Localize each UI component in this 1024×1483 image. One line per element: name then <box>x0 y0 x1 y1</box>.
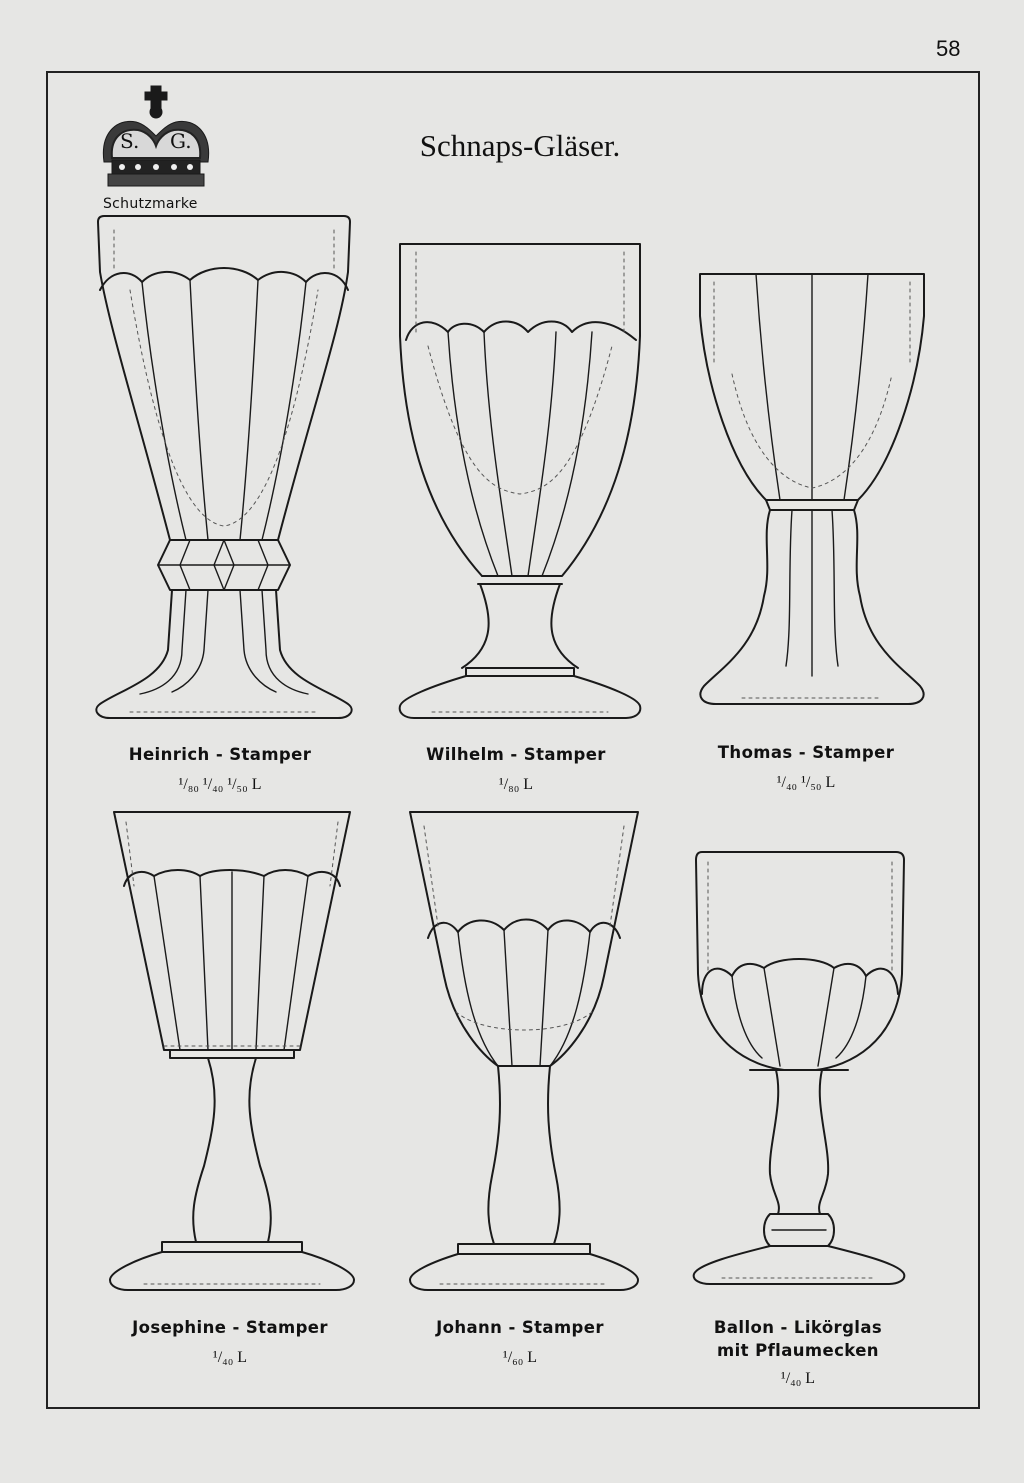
page-number: 58 <box>936 36 961 61</box>
product-sizes-wilhelm: ¹/₈₀ L <box>498 776 534 793</box>
wilhelm-stamper-illustration <box>392 236 648 726</box>
crown-trademark-logo <box>98 84 214 196</box>
product-name-wilhelm: Wilhelm - Stamper <box>426 745 606 764</box>
ballon-likoerglas-illustration <box>688 844 918 1294</box>
product-name-thomas: Thomas - Stamper <box>717 743 895 762</box>
heinrich-stamper-illustration <box>90 210 360 730</box>
product-name-ballon-line1: Ballon - Likörglas <box>713 1318 883 1337</box>
product-sizes-heinrich: ¹/₈₀ ¹/₄₀ ¹/₅₀ L <box>178 776 262 793</box>
product-sizes-ballon: ¹/₄₀ L <box>780 1370 816 1387</box>
product-sizes-johann: ¹/₆₀ L <box>502 1349 538 1366</box>
product-name-ballon-line2: mit Pflaumecken <box>717 1341 879 1360</box>
logo-caption: Schutzmarke <box>103 196 198 212</box>
product-name-johann: Johann - Stamper <box>436 1318 604 1337</box>
product-sizes-josephine: ¹/₄₀ L <box>212 1349 248 1366</box>
johann-stamper-illustration <box>404 806 656 1296</box>
product-name-heinrich: Heinrich - Stamper <box>128 745 312 764</box>
catalog-title: Schnaps-Gläser. <box>419 128 621 163</box>
thomas-stamper-illustration <box>692 266 932 726</box>
josephine-stamper-illustration <box>104 806 360 1296</box>
monogram-left: S. <box>120 129 140 153</box>
monogram-right: G. <box>170 129 192 153</box>
product-sizes-thomas: ¹/₄₀ ¹/₅₀ L <box>776 774 836 791</box>
product-name-ballon <box>648 1316 948 1362</box>
product-name-josephine: Josephine - Stamper <box>132 1318 328 1337</box>
